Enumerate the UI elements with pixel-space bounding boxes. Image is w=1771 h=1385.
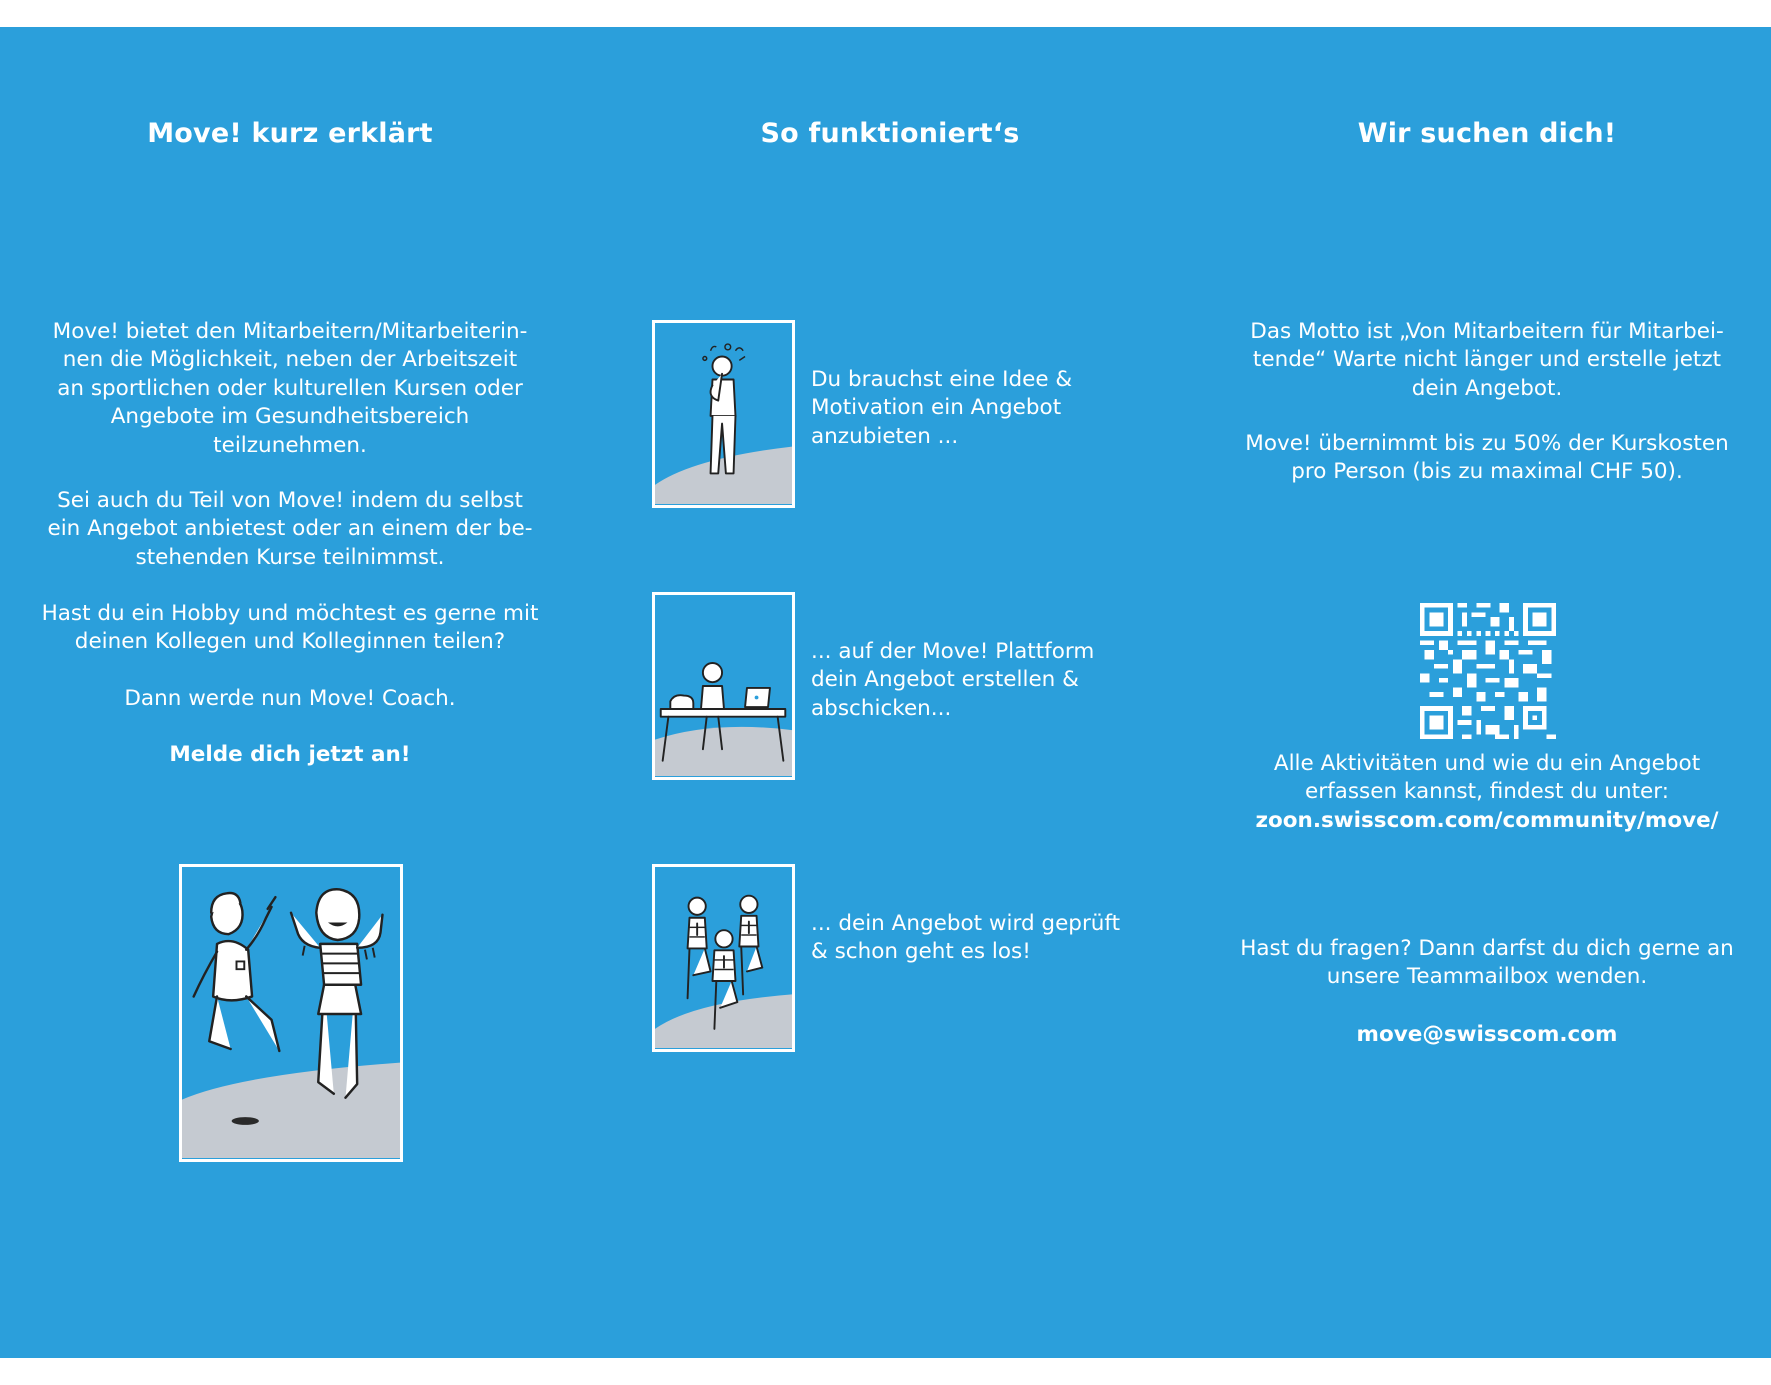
step-2-text [811, 638, 1131, 723]
col3-info-paragraph [1227, 750, 1747, 807]
text-line: Alle Aktivitäten und wie du ein Angebot [1273, 751, 1701, 776]
text-line: ... dein Angebot wird geprüft [811, 911, 1121, 936]
col3-motto-paragraph [1227, 318, 1747, 403]
contact-email-link[interactable]: move@swisscom.com [1356, 1022, 1618, 1047]
qr-code-icon[interactable] [1420, 603, 1556, 739]
jumping-people-icon [182, 867, 400, 1159]
text-line: erfassen kannst, findest du unter: [1305, 779, 1669, 805]
text-line: anzubieten ... [811, 423, 959, 449]
col1-signup-cta: Melde dich jetzt an! [169, 742, 411, 767]
text-line: ... auf der Move! Plattform [811, 639, 1095, 664]
yoga-group-icon [655, 867, 792, 1049]
text-line: Das Motto ist „Von Mitarbeitern für Mitarbei- [1250, 319, 1724, 344]
text-line: ein Angebot anbietest oder an einem der be- [47, 516, 533, 542]
text-line: Angebote im Gesundheitsbereich [110, 404, 470, 430]
text-line: stehenden Kurse teilnimmst. [135, 544, 445, 570]
community-link[interactable]: zoon.swisscom.com/community/move/ [1255, 808, 1719, 833]
col1-coach-text: Dann werde nun Move! Coach. [124, 686, 456, 711]
thinking-woman-icon [655, 323, 792, 505]
text-line: Du brauchst eine Idee & [811, 367, 1073, 392]
text-line: teilzunehmen. [213, 432, 367, 458]
text-line: Move! übernimmt bis zu 50% der Kurskosten [1245, 431, 1729, 456]
text-line: Hast du fragen? Dann darfst du dich gerne an [1240, 936, 1734, 961]
desk-laptop-icon [655, 595, 792, 777]
text-line: pro Person (bis zu maximal CHF 50). [1291, 459, 1683, 485]
text-line: tende“ Warte nicht länger und erstelle jetzt [1252, 347, 1722, 373]
col3-title: Wir suchen dich! [1357, 118, 1617, 149]
text-line: & schon geht es los! [811, 939, 1031, 965]
text-line: Sei auch du Teil von Move! indem du selbst [57, 488, 523, 513]
text-line: an sportlichen oder kulturellen Kursen oder [57, 375, 523, 401]
text-line: abschicken... [811, 695, 952, 721]
text-line: Motivation ein Angebot [811, 395, 1062, 421]
text-line: unsere Teammailbox wenden. [1326, 964, 1648, 990]
col1-hobby-paragraph [30, 600, 550, 657]
step-1-text [811, 366, 1131, 451]
text-line: dein Angebot. [1411, 375, 1563, 401]
col1-join-paragraph [30, 487, 550, 572]
col1-intro-paragraph [30, 318, 550, 460]
jumping-people-illustration [179, 864, 403, 1162]
text-line: dein Angebot erstellen & [811, 667, 1079, 693]
text-line: deinen Kollegen und Kolleginnen teilen? [74, 629, 506, 655]
step-3-illustration [652, 864, 795, 1052]
col3-costs-paragraph [1227, 430, 1747, 487]
text-line: nen die Möglichkeit, neben der Arbeitszeit [62, 347, 518, 373]
step-2-illustration [652, 592, 795, 780]
step-1-illustration [652, 320, 795, 508]
text-line: Move! bietet den Mitarbeitern/Mitarbeiterin- [52, 319, 528, 344]
col2-title: So funktioniert‘s [760, 118, 1020, 149]
col3-contact-paragraph [1227, 935, 1747, 992]
step-3-text [811, 910, 1131, 967]
col1-title: Move! kurz erklärt [147, 118, 433, 149]
text-line: Hast du ein Hobby und möchtest es gerne mit [41, 601, 539, 626]
